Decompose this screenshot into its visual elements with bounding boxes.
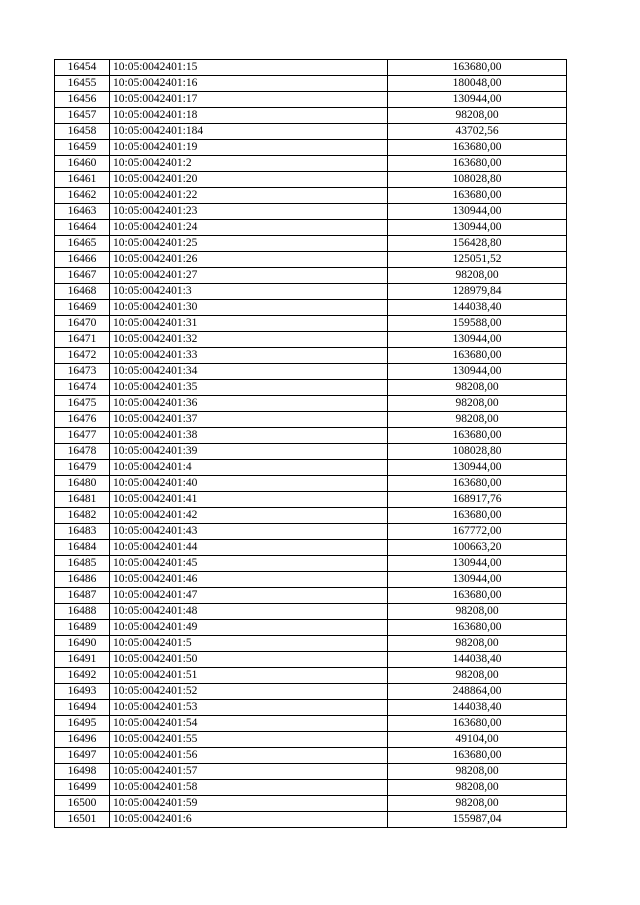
row-number: 16459 <box>55 140 110 156</box>
table-row <box>55 76 567 92</box>
table-row <box>55 60 567 76</box>
row-number: 16490 <box>55 636 110 652</box>
cadastral-number: 10:05:0042401:53 <box>110 700 388 716</box>
row-number: 16461 <box>55 172 110 188</box>
row-number: 16477 <box>55 428 110 444</box>
table-row <box>55 764 567 780</box>
table-row <box>55 124 567 140</box>
cadastral-number: 10:05:0042401:18 <box>110 108 388 124</box>
cadastral-number: 10:05:0042401:33 <box>110 348 388 364</box>
row-number: 16485 <box>55 556 110 572</box>
row-number: 16462 <box>55 188 110 204</box>
row-number: 16464 <box>55 220 110 236</box>
table-row <box>55 572 567 588</box>
cadastral-number: 10:05:0042401:38 <box>110 428 388 444</box>
cadastral-value: 98208,00 <box>388 412 567 428</box>
cadastral-number: 10:05:0042401:44 <box>110 540 388 556</box>
row-number: 16475 <box>55 396 110 412</box>
cadastral-value: 163680,00 <box>388 748 567 764</box>
row-number: 16469 <box>55 300 110 316</box>
table-row <box>55 652 567 668</box>
cadastral-value: 180048,00 <box>388 76 567 92</box>
row-number: 16479 <box>55 460 110 476</box>
cadastral-number: 10:05:0042401:26 <box>110 252 388 268</box>
cadastral-value: 163680,00 <box>388 428 567 444</box>
table-row <box>55 812 567 828</box>
table-row <box>55 620 567 636</box>
table-row <box>55 684 567 700</box>
cadastral-number: 10:05:0042401:42 <box>110 508 388 524</box>
table-row <box>55 188 567 204</box>
row-number: 16492 <box>55 668 110 684</box>
table-row <box>55 476 567 492</box>
cadastral-number: 10:05:0042401:43 <box>110 524 388 540</box>
table-row <box>55 556 567 572</box>
cadastral-number: 10:05:0042401:34 <box>110 364 388 380</box>
table-row <box>55 204 567 220</box>
row-number: 16484 <box>55 540 110 556</box>
row-number: 16488 <box>55 604 110 620</box>
row-number: 16455 <box>55 76 110 92</box>
cadastral-value: 163680,00 <box>388 620 567 636</box>
cadastral-value: 156428,80 <box>388 236 567 252</box>
cadastral-number: 10:05:0042401:22 <box>110 188 388 204</box>
table-row <box>55 364 567 380</box>
table-row <box>55 796 567 812</box>
cadastral-number: 10:05:0042401:4 <box>110 460 388 476</box>
cadastral-number: 10:05:0042401:2 <box>110 156 388 172</box>
table-row <box>55 748 567 764</box>
table-row <box>55 348 567 364</box>
cadastral-value: 49104,00 <box>388 732 567 748</box>
cadastral-value: 130944,00 <box>388 204 567 220</box>
row-number: 16463 <box>55 204 110 220</box>
table-row <box>55 668 567 684</box>
cadastral-value: 163680,00 <box>388 188 567 204</box>
row-number: 16472 <box>55 348 110 364</box>
cadastral-number: 10:05:0042401:49 <box>110 620 388 636</box>
table-row <box>55 92 567 108</box>
cadastral-number: 10:05:0042401:51 <box>110 668 388 684</box>
row-number: 16501 <box>55 812 110 828</box>
cadastral-number: 10:05:0042401:16 <box>110 76 388 92</box>
row-number: 16474 <box>55 380 110 396</box>
table-row <box>55 300 567 316</box>
cadastral-number: 10:05:0042401:27 <box>110 268 388 284</box>
table-row <box>55 540 567 556</box>
cadastral-value: 98208,00 <box>388 380 567 396</box>
row-number: 16495 <box>55 716 110 732</box>
cadastral-value-table <box>54 59 567 828</box>
cadastral-value: 128979,84 <box>388 284 567 300</box>
cadastral-value: 100663,20 <box>388 540 567 556</box>
row-number: 16493 <box>55 684 110 700</box>
cadastral-value: 98208,00 <box>388 780 567 796</box>
table-row <box>55 108 567 124</box>
row-number: 16480 <box>55 476 110 492</box>
cadastral-number: 10:05:0042401:31 <box>110 316 388 332</box>
table-row <box>55 460 567 476</box>
table-row <box>55 444 567 460</box>
row-number: 16498 <box>55 764 110 780</box>
table-row <box>55 268 567 284</box>
cadastral-number: 10:05:0042401:32 <box>110 332 388 348</box>
cadastral-number: 10:05:0042401:17 <box>110 92 388 108</box>
cadastral-value: 159588,00 <box>388 316 567 332</box>
table-row <box>55 316 567 332</box>
cadastral-value: 108028,80 <box>388 444 567 460</box>
table-row <box>55 428 567 444</box>
cadastral-number: 10:05:0042401:47 <box>110 588 388 604</box>
table-body <box>55 60 567 828</box>
table-row <box>55 156 567 172</box>
cadastral-number: 10:05:0042401:24 <box>110 220 388 236</box>
cadastral-number: 10:05:0042401:184 <box>110 124 388 140</box>
table-row <box>55 492 567 508</box>
row-number: 16482 <box>55 508 110 524</box>
row-number: 16486 <box>55 572 110 588</box>
row-number: 16466 <box>55 252 110 268</box>
cadastral-value: 98208,00 <box>388 636 567 652</box>
cadastral-value: 130944,00 <box>388 556 567 572</box>
cadastral-value: 98208,00 <box>388 604 567 620</box>
row-number: 16499 <box>55 780 110 796</box>
table-row <box>55 524 567 540</box>
cadastral-number: 10:05:0042401:41 <box>110 492 388 508</box>
cadastral-number: 10:05:0042401:39 <box>110 444 388 460</box>
cadastral-number: 10:05:0042401:54 <box>110 716 388 732</box>
cadastral-number: 10:05:0042401:58 <box>110 780 388 796</box>
cadastral-value: 98208,00 <box>388 268 567 284</box>
row-number: 16496 <box>55 732 110 748</box>
cadastral-value: 168917,76 <box>388 492 567 508</box>
cadastral-number: 10:05:0042401:50 <box>110 652 388 668</box>
row-number: 16494 <box>55 700 110 716</box>
cadastral-value: 163680,00 <box>388 140 567 156</box>
table-row <box>55 332 567 348</box>
cadastral-number: 10:05:0042401:36 <box>110 396 388 412</box>
row-number: 16497 <box>55 748 110 764</box>
row-number: 16500 <box>55 796 110 812</box>
cadastral-number: 10:05:0042401:20 <box>110 172 388 188</box>
row-number: 16491 <box>55 652 110 668</box>
cadastral-value: 130944,00 <box>388 332 567 348</box>
cadastral-number: 10:05:0042401:46 <box>110 572 388 588</box>
cadastral-number: 10:05:0042401:5 <box>110 636 388 652</box>
cadastral-value: 144038,40 <box>388 700 567 716</box>
cadastral-value: 163680,00 <box>388 588 567 604</box>
row-number: 16489 <box>55 620 110 636</box>
cadastral-number: 10:05:0042401:56 <box>110 748 388 764</box>
row-number: 16456 <box>55 92 110 108</box>
table-row <box>55 396 567 412</box>
table-row <box>55 780 567 796</box>
cadastral-value: 130944,00 <box>388 460 567 476</box>
cadastral-number: 10:05:0042401:23 <box>110 204 388 220</box>
row-number: 16458 <box>55 124 110 140</box>
cadastral-number: 10:05:0042401:15 <box>110 60 388 76</box>
cadastral-value: 163680,00 <box>388 156 567 172</box>
row-number: 16478 <box>55 444 110 460</box>
table-row <box>55 252 567 268</box>
cadastral-number: 10:05:0042401:40 <box>110 476 388 492</box>
cadastral-number: 10:05:0042401:52 <box>110 684 388 700</box>
table-row <box>55 380 567 396</box>
cadastral-number: 10:05:0042401:6 <box>110 812 388 828</box>
row-number: 16476 <box>55 412 110 428</box>
cadastral-value: 43702,56 <box>388 124 567 140</box>
table-row <box>55 700 567 716</box>
row-number: 16457 <box>55 108 110 124</box>
cadastral-value: 163680,00 <box>388 476 567 492</box>
cadastral-number: 10:05:0042401:19 <box>110 140 388 156</box>
cadastral-number: 10:05:0042401:57 <box>110 764 388 780</box>
cadastral-value: 98208,00 <box>388 396 567 412</box>
cadastral-value: 155987,04 <box>388 812 567 828</box>
table-row <box>55 508 567 524</box>
table-row <box>55 716 567 732</box>
row-number: 16465 <box>55 236 110 252</box>
row-number: 16483 <box>55 524 110 540</box>
table-row <box>55 284 567 300</box>
row-number: 16468 <box>55 284 110 300</box>
row-number: 16487 <box>55 588 110 604</box>
cadastral-number: 10:05:0042401:37 <box>110 412 388 428</box>
row-number: 16470 <box>55 316 110 332</box>
table-row <box>55 636 567 652</box>
cadastral-number: 10:05:0042401:48 <box>110 604 388 620</box>
cadastral-value: 130944,00 <box>388 92 567 108</box>
cadastral-value: 163680,00 <box>388 716 567 732</box>
cadastral-value: 163680,00 <box>388 60 567 76</box>
table-row <box>55 172 567 188</box>
row-number: 16473 <box>55 364 110 380</box>
cadastral-value: 248864,00 <box>388 684 567 700</box>
cadastral-value: 98208,00 <box>388 796 567 812</box>
row-number: 16460 <box>55 156 110 172</box>
table-row <box>55 588 567 604</box>
cadastral-number: 10:05:0042401:45 <box>110 556 388 572</box>
table-row <box>55 140 567 156</box>
cadastral-value: 98208,00 <box>388 108 567 124</box>
table-row <box>55 220 567 236</box>
row-number: 16481 <box>55 492 110 508</box>
cadastral-value: 130944,00 <box>388 572 567 588</box>
cadastral-number: 10:05:0042401:25 <box>110 236 388 252</box>
table-row <box>55 236 567 252</box>
cadastral-value: 163680,00 <box>388 348 567 364</box>
cadastral-value: 130944,00 <box>388 220 567 236</box>
row-number: 16471 <box>55 332 110 348</box>
cadastral-number: 10:05:0042401:3 <box>110 284 388 300</box>
cadastral-number: 10:05:0042401:55 <box>110 732 388 748</box>
cadastral-number: 10:05:0042401:30 <box>110 300 388 316</box>
cadastral-value: 163680,00 <box>388 508 567 524</box>
cadastral-value: 108028,80 <box>388 172 567 188</box>
table-row <box>55 412 567 428</box>
table-row <box>55 604 567 620</box>
cadastral-value: 144038,40 <box>388 300 567 316</box>
row-number: 16467 <box>55 268 110 284</box>
cadastral-value: 167772,00 <box>388 524 567 540</box>
cadastral-value: 144038,40 <box>388 652 567 668</box>
table-row <box>55 732 567 748</box>
cadastral-value: 125051,52 <box>388 252 567 268</box>
cadastral-value: 130944,00 <box>388 364 567 380</box>
row-number: 16454 <box>55 60 110 76</box>
cadastral-number: 10:05:0042401:59 <box>110 796 388 812</box>
cadastral-value: 98208,00 <box>388 764 567 780</box>
cadastral-number: 10:05:0042401:35 <box>110 380 388 396</box>
cadastral-value: 98208,00 <box>388 668 567 684</box>
